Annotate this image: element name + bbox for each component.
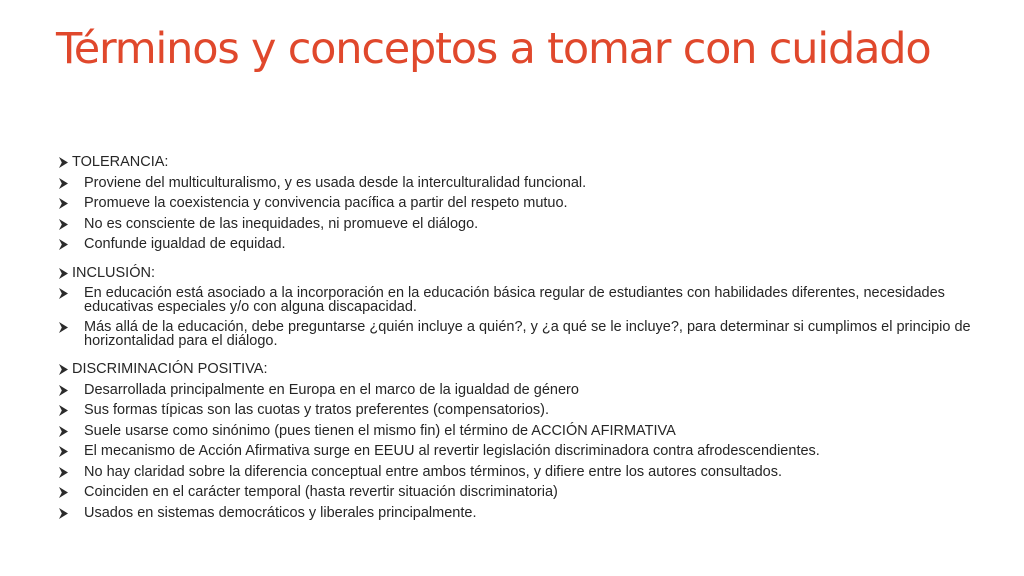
section-inclusion <box>58 263 1018 352</box>
section-heading: TOLERANCIA: <box>72 154 169 170</box>
section-heading: INCLUSIÓN: <box>72 264 155 281</box>
slide-title: Términos y conceptos a tomar con cuidado <box>56 24 931 74</box>
list-item <box>58 214 1018 235</box>
list-item <box>58 173 1018 194</box>
list-item-text: Más allá de la educación, debe preguntarse ¿quién incluye a quién?, y ¿a qué se le incluye?, para determinar si cumplimos el principio de horizontalidad para el diálogo. <box>84 319 971 349</box>
list-item-text: Proviene del multiculturalismo, y es usada desde la interculturalidad funcional. <box>84 174 587 191</box>
section-tolerancia <box>58 152 1018 255</box>
arrowhead-bullet-icon <box>58 152 70 172</box>
arrowhead-bullet-icon <box>58 380 84 400</box>
list-item-text: No es consciente de las inequidades, ni promueve el diálogo. <box>84 215 479 232</box>
list-item <box>58 193 1018 214</box>
list-item <box>58 482 1018 503</box>
arrowhead-bullet-icon <box>58 263 70 283</box>
list-item-text: Suele usarse como sinónimo (pues tienen el mismo fin) el término de ACCIÓN AFIRMATIVA <box>84 422 676 439</box>
arrowhead-bullet-icon <box>58 359 70 379</box>
list-item-text: Desarrollada principalmente en Europa en el marco de la igualdad de género <box>84 381 579 398</box>
list-item-text: Promueve la coexistencia y convivencia pacífica a partir del respeto mutuo. <box>84 195 568 211</box>
arrowhead-bullet-icon <box>58 317 84 337</box>
arrowhead-bullet-icon <box>58 421 84 441</box>
list-item-text: No hay claridad sobre la diferencia conceptual entre ambos términos, y difiere entre los autores consultados. <box>84 463 782 480</box>
arrowhead-bullet-icon <box>58 193 84 213</box>
list-item <box>58 462 1018 483</box>
arrowhead-bullet-icon <box>58 234 84 254</box>
section-heading-row <box>58 152 1018 173</box>
section-discriminacion-positiva <box>58 359 1018 523</box>
list-item-text: Confunde igualdad de equidad. <box>84 236 286 252</box>
section-heading-row <box>58 263 1018 284</box>
list-item <box>58 283 1018 317</box>
list-item-text: Sus formas típicas son las cuotas y tratos preferentes (compensatorios). <box>84 402 550 418</box>
list-item <box>58 234 1018 255</box>
list-item-text: El mecanismo de Acción Afirmativa surge en EEUU al revertir legislación discriminadora contra afrodescendientes. <box>84 443 820 459</box>
section-heading-row <box>58 359 1018 380</box>
arrowhead-bullet-icon <box>58 283 84 303</box>
slide-content <box>58 152 1018 531</box>
list-item-text: Usados en sistemas democráticos y liberales principalmente. <box>84 504 477 521</box>
arrowhead-bullet-icon <box>58 400 84 420</box>
list-item-text: En educación está asociado a la incorporación en la educación básica regular de estudiantes con habilidades diferentes, necesidades educativas especiales y/o con alguna discapacidad. <box>84 285 945 315</box>
list-item <box>58 441 1018 462</box>
arrowhead-bullet-icon <box>58 482 84 502</box>
list-item <box>58 503 1018 524</box>
list-item <box>58 380 1018 401</box>
arrowhead-bullet-icon <box>58 173 84 193</box>
arrowhead-bullet-icon <box>58 441 84 461</box>
list-item <box>58 400 1018 421</box>
arrowhead-bullet-icon <box>58 214 84 234</box>
section-heading: DISCRIMINACIÓN POSITIVA: <box>72 361 268 377</box>
arrowhead-bullet-icon <box>58 462 84 482</box>
arrowhead-bullet-icon <box>58 503 84 523</box>
list-item <box>58 421 1018 442</box>
list-item-text: Coinciden en el carácter temporal (hasta revertir situación discriminatoria) <box>84 484 558 500</box>
list-item <box>58 317 1018 351</box>
